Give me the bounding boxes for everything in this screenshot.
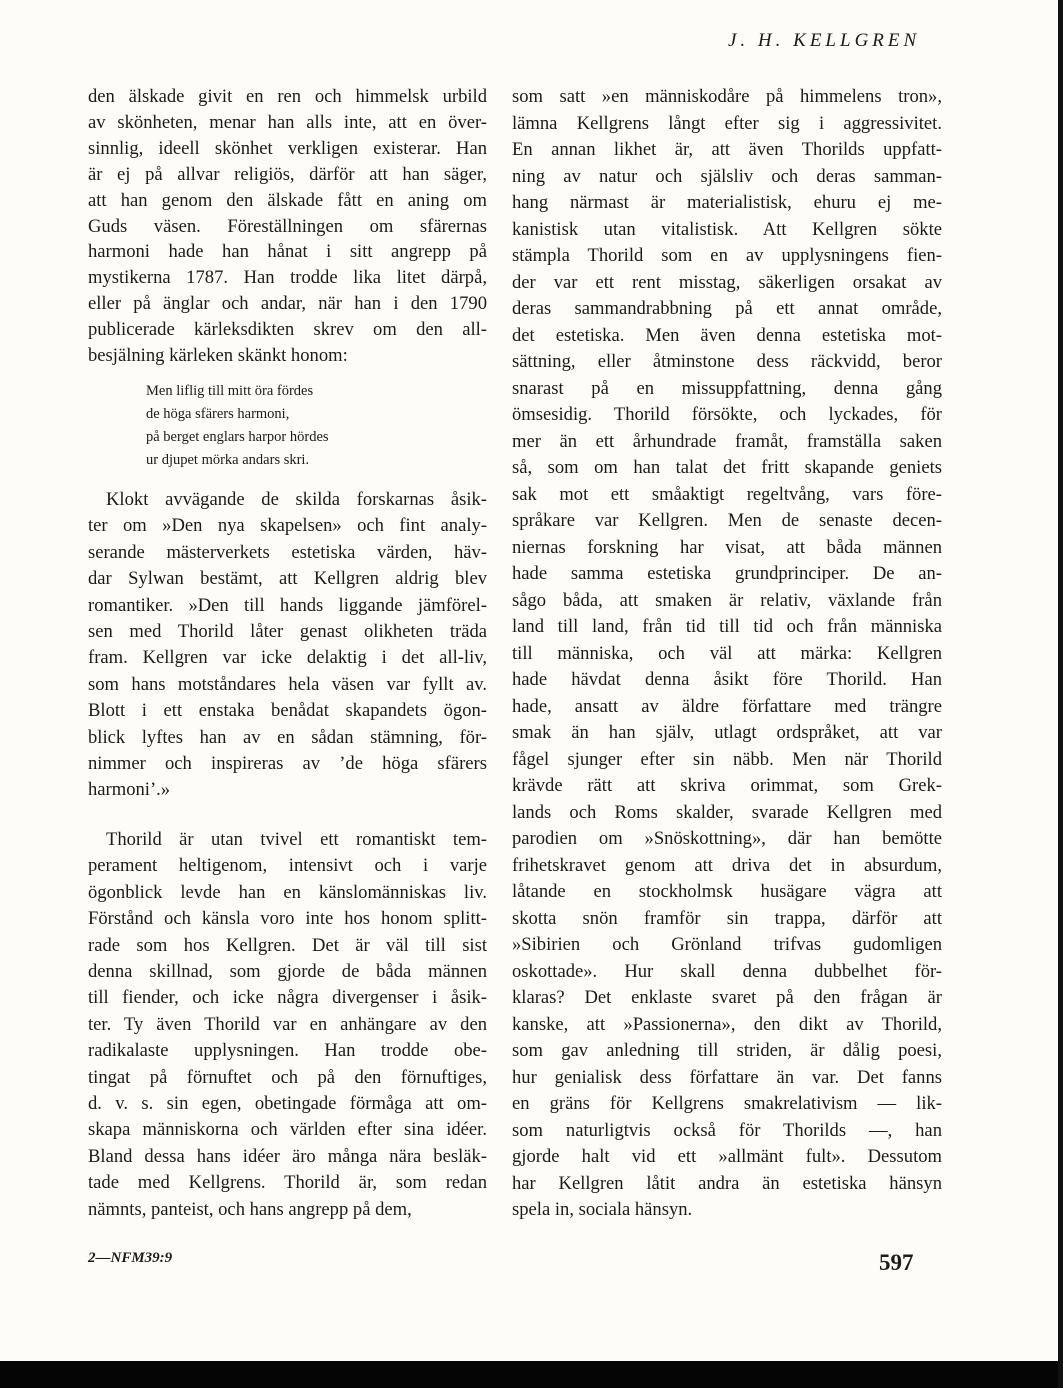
- text-line: Thorild är utan tvivel ett romantiskt tem-: [106, 829, 487, 850]
- text-line: Guds väsen. Föreställningen om sfärernas: [88, 215, 487, 237]
- text-line: eller på änglar och andar, när han i den 1790: [88, 293, 487, 315]
- text-line: publicerade kärleksdikten skrev om den all-: [88, 319, 487, 341]
- text-line: ning av natur och själsliv och deras samman-: [512, 165, 942, 187]
- text-line: d. v. s. sin egen, obetingade förmåga att om-: [88, 1093, 487, 1114]
- text-line: krävde rätt att skriva orimmat, som Grek-: [512, 775, 942, 796]
- text-line: Klokt avvägande de skilda forskarnas åsik-: [106, 489, 487, 510]
- text-line: radikalaste upplysningen. Han trodde obe-: [88, 1040, 487, 1062]
- text-line: mer än ett århundrade framåt, framställa saken: [512, 430, 942, 452]
- text-line: ögonblick levde han en känslomänniskas liv.: [88, 881, 487, 903]
- text-line: av skönheten, menar han alls inte, att en över-: [88, 111, 487, 133]
- text-line: nimmer och inspireras av ’de höga sfärers: [88, 753, 487, 774]
- right-column: [512, 84, 942, 1234]
- text-line: ömsesidig. Thorild försökte, och lyckades, för: [512, 404, 942, 425]
- text-line: så, som om han talat det fritt skapande geniets: [512, 457, 942, 478]
- text-line: harmoni hade han hånat i sitt angrepp på: [88, 241, 487, 263]
- poem-line: på berget englars harpor hördes: [146, 429, 329, 445]
- text-line: der var ett rent misstag, säkerligen orsakat av: [512, 271, 942, 293]
- text-line: till människa, och väl att märka: Kellgren: [512, 642, 942, 664]
- page-number: 597: [879, 1250, 914, 1275]
- text-line: deras sammandrabbning på ett annat område,: [512, 298, 942, 319]
- text-line: land till land, från tid till tid och från människa: [512, 616, 942, 637]
- scan-border-bottom: [0, 1361, 1063, 1388]
- text-line: sen med Thorild låter genast olikheten träda: [88, 621, 487, 642]
- text-line: tade med Kellgrens. Thorild är, som redan: [88, 1172, 487, 1194]
- text-line: denna skillnad, som gjorde de båda männen: [88, 961, 487, 982]
- text-line: har Kellgren låtit andra än estetiska hänsyn: [512, 1172, 942, 1194]
- text-line: oskottade». Hur skall denna dubbelhet för-: [512, 960, 942, 982]
- text-line: sågo båda, att smaken är relativ, växlande från: [512, 589, 942, 611]
- text-line: sinnlig, ideell skönhet verkligen existerar. Han: [88, 137, 487, 159]
- text-line: som naturligtvis också för Thorilds —, han: [512, 1119, 942, 1141]
- poem-line: ur djupet mörka andars skri.: [146, 452, 310, 468]
- text-line: till fiender, och icke några divergenser i åsik-: [88, 987, 487, 1009]
- text-line: parodien om »Snöskottning», där han bemötte: [512, 828, 942, 849]
- text-line: dar Sylwan bestämt, att Kellgren aldrig blev: [88, 568, 487, 590]
- text-line: en gräns för Kellgrens smakrelativism — lik-: [512, 1093, 942, 1114]
- text-line: Bland dessa hans idéer äro många nära besläk-: [88, 1145, 487, 1167]
- text-line: hade hävdat denna åsikt före Thorild. Han: [512, 669, 942, 690]
- text-line: smak än han själv, utlagt ordspråket, att var: [512, 722, 942, 743]
- text-line: ter. Ty även Thorild var en anhängare av den: [88, 1013, 487, 1035]
- text-line: att han genom den älskade fått en aning om: [88, 189, 487, 211]
- text-line: kanske, att »Passionerna», den dikt av Thorild,: [512, 1013, 942, 1035]
- text-line: niernas forskning har visat, att båda männen: [512, 536, 942, 558]
- text-line: det estetiska. Men även denna estetiska mot-: [512, 324, 942, 346]
- text-line: låtande en stockholmsk husägare vägra att: [512, 881, 942, 902]
- text-line: fågel sjunger efter sin näbb. Men när Thorild: [512, 748, 942, 770]
- text-line: sättning, eller åtminstone dess räckvidd, beror: [512, 351, 942, 372]
- text-line: är ej på allvar religiös, därför att han säger,: [88, 163, 487, 185]
- text-line: Blott i ett enstaka benådat skapandets ögon-: [88, 700, 487, 722]
- text-line: snarast på en missuppfattning, denna gång: [512, 377, 942, 399]
- text-line: stämpla Thorild som en av upplysningens fien-: [512, 245, 942, 266]
- text-line: nämnts, panteist, och hans angrepp på dem,: [88, 1198, 412, 1220]
- text-line: gjorde halt vid ett »allmänt fult». Dessutom: [512, 1146, 942, 1167]
- text-line: frihetskravet genom att driva det in absurdum,: [512, 854, 942, 876]
- signature-mark: 2—NFM39:9: [88, 1250, 173, 1266]
- text-line: ter om »Den nya skapelsen» och fint analy-: [88, 515, 487, 537]
- text-line: lämna Kellgrens långt efter sig i aggressivitet.: [512, 112, 942, 134]
- running-header: J. H. KELLGREN: [728, 30, 921, 51]
- text-line: Förstånd och känsla voro inte hos honom splitt-: [88, 908, 487, 930]
- text-line: sak mot ett småaktigt regeltvång, vars före-: [512, 483, 942, 505]
- text-line: besjälning kärleken skänkt honom:: [88, 345, 348, 366]
- poem-line: Men liflig till mitt öra fördes: [146, 383, 314, 399]
- text-line: skotta snön framför sin trappa, därför att: [512, 907, 942, 929]
- text-line: kanistisk utan vitalistisk. Att Kellgren sökte: [512, 218, 942, 240]
- text-line: hur genialisk dess författare än var. Det fanns: [512, 1066, 942, 1088]
- poem-line: de höga sfärers harmoni,: [146, 406, 290, 422]
- text-line: spela in, sociala hänsyn.: [512, 1199, 693, 1220]
- text-line: fram. Kellgren var icke delaktig i det all-liv,: [88, 647, 487, 669]
- text-line: mystikerna 1787. Han trodde lika litet därpå,: [88, 267, 487, 289]
- text-line: hade, ansatt av äldre författare med trängre: [512, 695, 942, 717]
- text-line: En annan likhet är, att även Thorilds uppfatt-: [512, 139, 942, 160]
- text-line: rade som hos Kellgren. Det är väl till sist: [88, 934, 487, 956]
- text-line: hang närmast är materialistisk, ehuru ej me-: [512, 192, 942, 213]
- text-line: »Sibirien och Grönland trifvas gudomligen: [512, 934, 942, 955]
- text-line: den älskade givit en ren och himmelsk urbild: [88, 86, 487, 107]
- text-line: som satt »en människodåre på himmelens tron»,: [512, 86, 942, 107]
- text-line: skapa människorna och världen efter sina idéer.: [88, 1119, 487, 1141]
- text-line: romantiker. »Den till hands liggande jämförel-: [88, 594, 487, 616]
- text-line: blick lyftes han av en sådan stämning, för-: [88, 726, 487, 748]
- text-line: perament heltigenom, intensivt och i varje: [88, 855, 487, 877]
- left-column: [88, 84, 487, 1234]
- text-line: språkare var Kellgren. Men de senaste decen-: [512, 510, 942, 531]
- text-line: hade samma estetiska grundprinciper. De an-: [512, 563, 942, 584]
- text-line: harmoni’.»: [88, 779, 171, 801]
- text-line: tingat på förnuftet och på den förnuftiges,: [88, 1066, 487, 1088]
- text-line: som gav anledning till striden, är dålig poesi,: [512, 1040, 942, 1061]
- scan-border-right: [1058, 0, 1063, 1388]
- text-line: serande mästerverkets estetiska värden, häv-: [88, 541, 487, 563]
- text-line: som hans motståndares hela väsen var fyllt av.: [88, 673, 487, 695]
- text-line: lands och Roms skalder, svarade Kellgren med: [512, 801, 942, 823]
- text-line: klaras? Det enklaste svaret på den frågan är: [512, 987, 942, 1008]
